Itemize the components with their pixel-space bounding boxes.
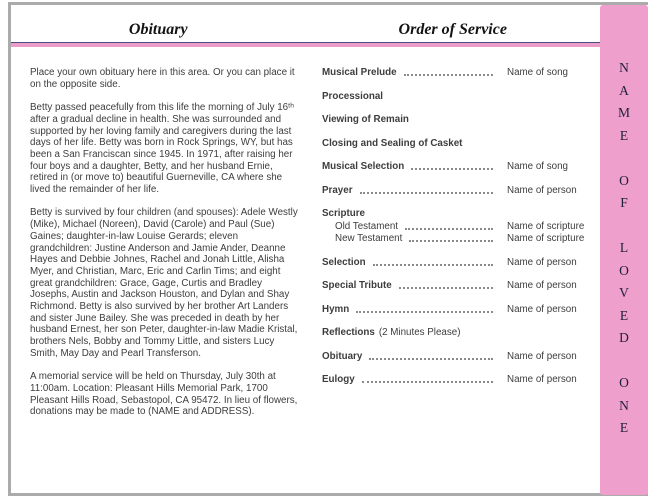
item-label: Eulogy	[322, 374, 355, 385]
obituary-paragraph: Betty passed peacefully from this life the morning of July 16ᵗʰ after a gradual decline in health. She was surrounded and supported by her loving family and caregivers during the last days of her life. Betty was born in Rock Springs, WY, but has been a San Franciscan since 1945. In 1971, after raising her four boys and a daughter, Betty, and her husband Ernie, retired in (or move to) beautiful Guerneville, CA where she lived the remainder of her life.	[30, 102, 295, 196]
item-label: Special Tribute	[322, 280, 392, 291]
item-placeholder-value: Name of person	[507, 280, 577, 291]
order-of-service-item	[322, 114, 595, 125]
item-label: Obituary	[322, 350, 363, 362]
page-headers	[11, 5, 600, 42]
band-letter: N	[619, 397, 629, 413]
band-letter: A	[619, 82, 629, 98]
item-label: Processional	[322, 90, 383, 102]
obituary-paragraph: Betty is survived by four children (and spouses): Adele Westly (Mike), Michael (Noreen), David (Carole) and Paul (Sue) Gaines; daughter-in-law Louise Gerards; eleven grandchildren: Justine Anderson and Jamie Ander, Deanne Hayes and Debbie Johnes, Rachel and Jonah Little, Alisha Myer, and Christian, Marc, Eric and Carlin Tims; and eight great grandchildren: Grace, Gage, Curtis and Bradley Josephs, Austin and Jackson Houston, and Dylan and Shay Richmond. Betty is also survived by her brother Art Landers and sister June Bailey. She was preceded in death by her husband Ernest, her son Peter, daughter-in-law Madie Kristal, brothers Nels, Bobby and Tommy Little, and sisters Lucy Smith, May Day and Pearl Transferson.	[30, 207, 298, 359]
order-of-service-item	[322, 257, 595, 268]
band-letter: E	[619, 307, 629, 323]
item-placeholder-value: Name of person	[507, 303, 577, 315]
item-label: Selection	[322, 256, 366, 268]
item-label: Prayer	[322, 184, 353, 196]
dotted-leader	[373, 264, 493, 266]
band-letter: O	[619, 262, 629, 278]
dotted-leader	[411, 168, 493, 170]
item-placeholder-value: Name of person	[507, 350, 577, 362]
dotted-leader	[404, 74, 493, 76]
order-of-service-list	[315, 67, 648, 430]
order-of-service-item	[322, 304, 595, 315]
band-letter: E	[619, 127, 629, 143]
dotted-leader	[362, 381, 493, 383]
order-of-service-page-title: Order of Service	[398, 21, 507, 38]
band-letter: O	[619, 172, 629, 188]
item-label: Musical Selection	[322, 161, 405, 172]
order-of-service-item	[322, 138, 595, 149]
item-label: New Testament	[335, 233, 403, 244]
dotted-leader	[360, 192, 493, 194]
order-of-service-item	[322, 280, 595, 291]
order-of-service-item	[322, 67, 595, 78]
item-placeholder-value: Name of song	[507, 161, 568, 172]
right-page-header	[306, 21, 601, 39]
page-content	[11, 47, 648, 430]
band-letter: M	[617, 105, 630, 121]
order-of-service-item	[322, 351, 595, 362]
order-of-service-item	[322, 208, 595, 219]
obituary-text-block	[11, 67, 315, 430]
order-of-service-item	[322, 185, 595, 196]
item-label: Closing and Sealing of Casket	[322, 137, 463, 149]
item-note: (2 Minutes Please)	[378, 327, 461, 338]
order-of-service-item	[322, 221, 595, 232]
item-label: Viewing of Remain	[322, 114, 409, 125]
order-of-service-item	[322, 233, 595, 244]
obituary-paragraph: Place your own obituary here in this area. Or you can place it on the opposite side.	[30, 67, 295, 90]
band-letter: V	[619, 285, 629, 301]
dotted-leader	[369, 358, 493, 360]
band-letter: L	[619, 240, 629, 256]
item-label: Musical Prelude	[322, 67, 397, 78]
item-placeholder-value: Name of person	[507, 256, 577, 268]
dotted-leader	[399, 287, 493, 289]
order-of-service-item	[322, 161, 595, 172]
order-of-service-item	[322, 374, 595, 385]
band-letter: E	[619, 420, 629, 436]
item-placeholder-value: Name of person	[507, 184, 577, 196]
left-page-header	[11, 21, 306, 39]
order-of-service-item	[322, 91, 595, 102]
item-label: Old Testament	[335, 220, 398, 232]
item-placeholder-value: Name of person	[507, 374, 577, 385]
item-placeholder-value: Name of song	[507, 67, 568, 78]
dotted-leader	[405, 228, 493, 230]
band-letter: O	[619, 375, 629, 391]
item-label: Reflections	[322, 327, 375, 338]
item-placeholder-value: Name of scripture	[507, 220, 585, 232]
item-placeholder-value: Name of scripture	[507, 233, 585, 244]
item-label: Scripture	[322, 208, 366, 219]
order-of-service-item	[322, 327, 595, 338]
dotted-leader	[356, 311, 493, 313]
obituary-paragraph: A memorial service will be held on Thursday, July 30th at 11:00am. Location: Pleasant Hills Memorial Park, 1700 Pleasant Hills Road, Sebastopol, CA 95472. In lieu of flowers, donations may be made to (NAME and ADDRESS).	[30, 371, 298, 418]
band-letter: D	[619, 330, 629, 346]
band-letter: F	[620, 195, 628, 211]
page-frame	[8, 2, 648, 496]
band-letter: N	[619, 60, 629, 76]
dotted-leader	[409, 240, 493, 242]
obituary-page-title: Obituary	[128, 21, 188, 38]
item-label: Hymn	[322, 303, 350, 315]
name-of-loved-one-band	[600, 5, 648, 495]
